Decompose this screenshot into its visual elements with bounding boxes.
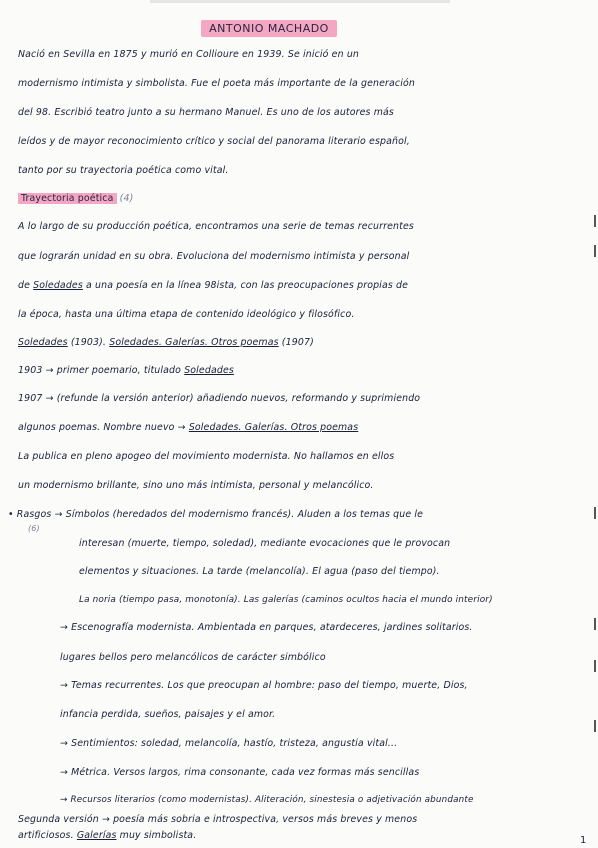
- soledades-line-rest: a una poesía en la línea 98ista, con las preocupaciones propias de: [86, 280, 409, 291]
- margin-mark: [594, 507, 596, 519]
- publica-line-1: La publica en pleno apogeo del movimiento modernista. No hallamos en ellos: [18, 451, 395, 462]
- soledades-heading-d: (1907): [281, 337, 314, 348]
- trayectoria-line-3: [0, 279, 598, 292]
- segunda-line-2: [0, 829, 598, 842]
- rasgos-note: (6): [28, 524, 40, 533]
- temas-cont: infancia perdida, sueños, paisajes y el amor.: [60, 709, 276, 720]
- line-1903: [0, 364, 598, 377]
- metrica-line: → Métrica. Versos largos, rima consonante, cada vez formas más sencillas: [60, 767, 420, 778]
- soledades-line-word: Soledades: [33, 280, 83, 291]
- margin-mark: [594, 618, 596, 630]
- segunda-rest: muy simbolista.: [119, 830, 197, 841]
- line-1907-b-title: Soledades. Galerías. Otros poemas: [188, 422, 359, 433]
- page-title: ANTONIO MACHADO: [201, 20, 337, 37]
- trayectoria-line-2: que lograrán unidad en su obra. Evoluciona del modernismo intimista y personal: [18, 251, 410, 262]
- publica-line-2: un modernismo brillante, sino uno más intimista, personal y melancólico.: [18, 480, 374, 491]
- page-number: 1: [580, 835, 587, 846]
- line-1903-word: Soledades: [184, 365, 234, 376]
- section-heading: Trayectoria poética: [18, 193, 117, 204]
- title-wrap: [0, 17, 598, 37]
- section-heading-row: [0, 192, 598, 205]
- trayectoria-line-1: A lo largo de su producción poética, encontramos una serie de temas recurrentes: [18, 221, 414, 232]
- escenografia-line: → Escenografía modernista. Ambientada en parques, atardeceres, jardines solitarios.: [60, 622, 473, 633]
- recursos-line: → Recursos literarios (como modernistas). Aliteración, sinestesia o adjetivación abundante: [60, 795, 474, 805]
- rasgos-line: [0, 508, 598, 521]
- escenografia-cont: lugares bellos pero melancólicos de carácter simbólico: [60, 652, 326, 663]
- sentimientos-line: → Sentimientos: soledad, melancolía, hastío, tristeza, angustia vital...: [60, 738, 398, 749]
- line-1907-b: [0, 421, 598, 434]
- soledades-heading-c: Soledades. Galerías. Otros poemas: [109, 337, 279, 348]
- line-1903-prefix: 1903 → primer poemario, titulado: [18, 365, 182, 376]
- segunda-word: Galerías: [76, 830, 117, 841]
- margin-mark: [594, 720, 596, 732]
- rasgos-first: → Símbolos (heredados del modernismo francés). Aluden a los temas que le: [54, 509, 424, 520]
- temas-line: → Temas recurrentes. Los que preocupan al hombre: paso del tiempo, muerte, Dios,: [60, 680, 468, 691]
- margin-mark: [594, 660, 596, 672]
- intro-line-5: tanto por su trayectoria poética como vital.: [18, 165, 229, 176]
- margin-mark: [594, 245, 596, 257]
- rasgos-cont-3: La noria (tiempo pasa, monotonía). Las galerías (caminos ocultos hacia el mundo interior): [79, 595, 493, 605]
- soledades-heading-a: Soledades: [18, 337, 68, 348]
- soledades-line-prefix: de: [18, 280, 31, 291]
- rasgos-cont-1: interesan (muerte, tiempo, soledad), mediante evocaciones que le provocan: [79, 538, 451, 549]
- top-edge-smudge: [150, 0, 450, 3]
- intro-line-3: del 98. Escribió teatro junto a su hermano Manuel. Es uno de los autores más: [18, 107, 394, 118]
- line-1907-b-prefix: algunos poemas. Nombre nuevo →: [18, 422, 186, 433]
- trayectoria-line-4: la época, hasta una última etapa de contenido ideológico y filosófico.: [18, 309, 355, 320]
- soledades-heading: [0, 336, 598, 349]
- rasgos-label: • Rasgos: [8, 509, 52, 520]
- section-note: (4): [119, 193, 134, 204]
- segunda-prefix: artificiosos.: [18, 830, 74, 841]
- margin-mark: [594, 215, 596, 227]
- soledades-heading-b: (1903).: [70, 337, 107, 348]
- intro-line-1: Nació en Sevilla en 1875 y murió en Collioure en 1939. Se inició en un: [18, 49, 360, 60]
- intro-line-2: modernismo intimista y simbolista. Fue el poeta más importante de la generación: [18, 78, 415, 89]
- intro-line-4: leídos y de mayor reconocimiento crítico y social del panorama literario español,: [18, 136, 410, 147]
- rasgos-cont-2: elementos y situaciones. La tarde (melancolía). El agua (paso del tiempo).: [79, 566, 440, 577]
- line-1907: 1907 → (refunde la versión anterior) añadiendo nuevos, reformando y suprimiendo: [18, 393, 421, 404]
- segunda-line-1: Segunda versión → poesía más sobria e introspectiva, versos más breves y menos: [18, 814, 418, 825]
